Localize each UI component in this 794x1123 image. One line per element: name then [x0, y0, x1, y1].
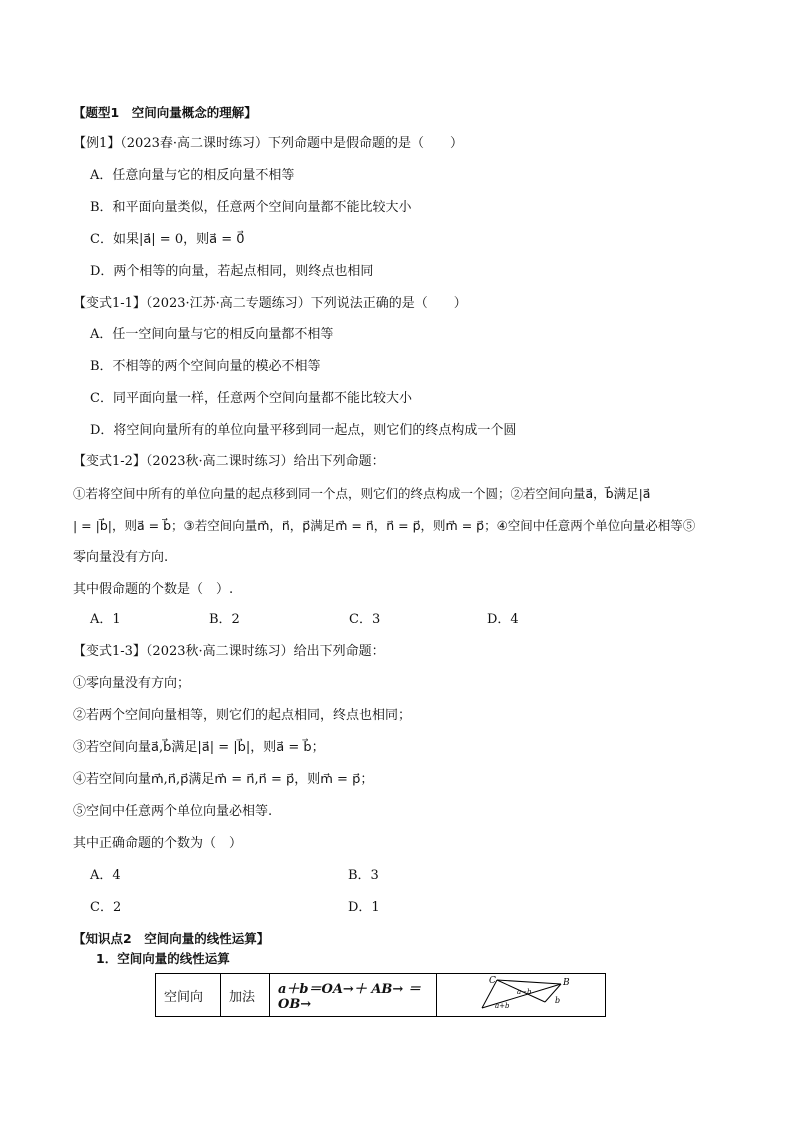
variant-1-3-question: 其中正确命题的个数为（ ）: [73, 836, 243, 851]
figure-label-a-plus-b: a+b: [495, 1002, 510, 1010]
variant-1-3-item-3: ③若空间向量a⃗,b⃗满足|a⃗| = |b⃗|，则a⃗ = b⃗；: [73, 740, 325, 755]
variant-1-2-option-b: B．2: [209, 612, 240, 627]
variant-1-1-option-a: A．任一空间向量与它的相反向量都不相等: [90, 327, 334, 342]
variant-1-3-item-5: ⑤空间中任意两个单位向量必相等.: [73, 804, 273, 819]
figure-label-a-minus-b: a−b: [517, 988, 532, 996]
variant-1-2-body-line-2: | = |b⃗|，则a⃗ = b⃗；③若空间向量m⃗，n⃗，p⃗满足m⃗ = n⃗，n⃗ = p⃗，则m⃗ = p⃗；④空间中任意两个单位向量必相等⑤: [73, 518, 696, 533]
variant-1-2-option-a: A．1: [90, 612, 121, 627]
section-title-1: 【题型1 空间向量概念的理解】: [73, 105, 257, 120]
variant-1-3-item-1: ①零向量没有方向；: [73, 676, 191, 691]
example-1-option-d: D．两个相等的向量，若起点相同，则终点也相同: [90, 264, 374, 279]
figure-label-c: C: [489, 976, 496, 986]
variant-1-2-stem: 【变式1-2】（2023秋·高二课时练习）给出下列命题：: [73, 454, 385, 469]
cell-addition: 加法: [221, 974, 270, 1017]
variant-1-3-option-b: B．3: [348, 868, 379, 883]
cell-addition-figure: [437, 974, 606, 1017]
parallelogram-figure: [437, 974, 605, 1012]
example-1-option-a: A．任意向量与它的相反向量不相等: [90, 168, 295, 183]
figure-label-b: B: [563, 978, 570, 988]
variant-1-2-body-line-3: 零向量没有方向.: [73, 550, 169, 565]
section-2-subtitle: 1．空间向量的线性运算: [96, 951, 230, 966]
section-title-2: 【知识点2 空间向量的线性运算】: [73, 931, 270, 946]
variant-1-2-option-d: D．4: [487, 612, 519, 627]
variant-1-2-question: 其中假命题的个数是（ ）.: [73, 582, 234, 597]
cell-space-vector: 空间向: [156, 974, 221, 1017]
variant-1-3-option-d: D．1: [348, 900, 380, 915]
table-row: [156, 974, 606, 1017]
linear-operations-table: [155, 973, 606, 1017]
cell-addition-formula: a＋b＝OA→＋ AB→ ＝OB→: [270, 974, 437, 1017]
variant-1-3-item-4: ④若空间向量m⃗,n⃗,p⃗满足m⃗ = n⃗,n⃗ = p⃗，则m⃗ = p⃗；: [73, 772, 374, 787]
example-1-option-c: C．如果|a⃗| = 0，则a⃗ = 0⃗: [90, 232, 245, 247]
figure-label-b-lower: b: [555, 996, 561, 1005]
variant-1-2-option-c: C．3: [349, 612, 381, 627]
variant-1-1-option-d: D．将空间向量所有的单位向量平移到同一起点，则它们的终点构成一个圆: [90, 423, 517, 438]
variant-1-1-option-b: B．不相等的两个空间向量的模必不相等: [90, 359, 321, 374]
variant-1-1-option-c: C．同平面向量一样，任意两个空间向量都不能比较大小: [90, 391, 412, 406]
figure-edge-cb: [497, 980, 561, 984]
variant-1-1-stem: 【变式1-1】（2023·江苏·高二专题练习）下列说法正确的是（ ）: [73, 296, 467, 311]
variant-1-2-body-line-1: ①若将空间中所有的单位向量的起点移到同一个点，则它们的终点构成一个圆；②若空间向量a⃗，b⃗满足|a⃗: [73, 486, 651, 501]
example-1-option-b: B．和平面向量类似，任意两个空间向量都不能比较大小: [90, 200, 412, 215]
variant-1-3-item-2: ②若两个空间向量相等，则它们的起点相同，终点也相同；: [73, 708, 412, 723]
variant-1-3-option-c: C．2: [90, 900, 122, 915]
variant-1-3-option-a: A．4: [90, 868, 121, 883]
variant-1-3-stem: 【变式1-3】（2023秋·高二课时练习）给出下列命题：: [73, 644, 385, 659]
example-1-stem: 【例1】（2023春·高二课时练习）下列命题中是假命题的是（ ）: [73, 136, 463, 151]
